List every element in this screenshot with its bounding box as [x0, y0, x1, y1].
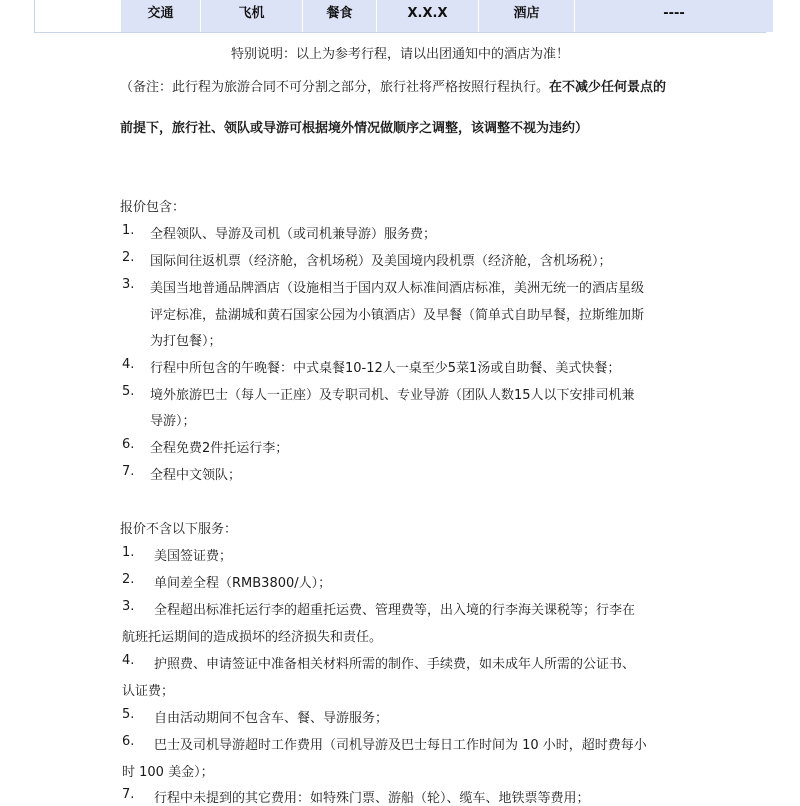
table-cell-meals: 餐食 — [303, 0, 377, 32]
itinerary-table — [34, 0, 766, 33]
excluded-item-text: 时 100 美金）； — [122, 765, 214, 780]
included-item-text: 为打包餐）； — [150, 334, 222, 349]
excluded-item-number: 4. — [122, 653, 135, 668]
remark-text: （备注：此行程为旅游合同不可分割之部分，旅行社将严格按照行程执行。 — [120, 80, 550, 95]
included-item-text: 全程免费2件托运行李； — [150, 441, 289, 456]
table-row — [121, 0, 773, 32]
table-cell-plane: 飞机 — [201, 0, 303, 32]
included-item-number: 6. — [122, 437, 135, 452]
excluded-item-text: 巴士及司机导游超时工作费用（司机导游及巴士每日工作时间为 10 小时，超时费每小 — [154, 738, 647, 753]
excluded-title: 报价不含以下服务： — [120, 522, 238, 537]
included-item-text: 美国当地普通品牌酒店（设施相当于国内双人标准间酒店标准，美洲无统一的酒店星级 — [150, 281, 645, 296]
included-item-number: 1. — [122, 223, 135, 238]
excluded-item-text: 护照费、申请签证中准备相关材料所需的制作、手续费，如未成年人所需的公证书、 — [154, 657, 636, 672]
remark-line-1 — [120, 76, 666, 95]
excluded-item-text: 全程超出标准托运行李的超重托运费、管理费等，出入境的行李海关课税等；行李在 — [154, 603, 636, 618]
remark-line-2: 前提下，旅行社、领队或导游可根据境外情况做顺序之调整，该调整不视为违约） — [120, 121, 589, 136]
included-item-number: 5. — [122, 384, 135, 399]
excluded-item-text: 航班托运期间的造成损坏的经济损失和责任。 — [122, 630, 383, 645]
excluded-item-number: 7. — [122, 787, 135, 802]
included-item-text: 国际间往返机票（经济舱，含机场税）及美国境内段机票（经济舱，含机场税）； — [150, 254, 612, 269]
included-item-number: 4. — [122, 357, 135, 372]
excluded-item-number: 1. — [122, 545, 135, 560]
excluded-item-number: 5. — [122, 707, 135, 722]
included-item-text: 全程中文领队； — [150, 468, 242, 483]
table-cell-hotel: 酒店 — [479, 0, 575, 32]
included-item-text: 导游）； — [150, 414, 196, 429]
excluded-item-number: 6. — [122, 734, 135, 749]
included-item-text: 评定标准，盐湖城和黄石国家公园为小镇酒店）及早餐（简单式自助早餐，拉斯维加斯 — [150, 308, 645, 323]
excluded-item-number: 3. — [122, 599, 135, 614]
excluded-item-number: 2. — [122, 572, 135, 587]
included-item-number: 7. — [122, 464, 135, 479]
excluded-item-text: 单间差全程（RMB3800/人）； — [154, 576, 332, 591]
included-title: 报价包含： — [120, 200, 186, 215]
remark-bold-text: 在不减少任何景点的 — [549, 80, 667, 95]
included-item-text: 行程中所包含的午晚餐：中式桌餐10-12人一桌至少5菜1汤或自助餐、美式快餐； — [150, 361, 621, 376]
table-cell-transport: 交通 — [121, 0, 201, 32]
excluded-item-text: 认证费； — [122, 684, 175, 699]
table-cell-hotel-value: ---- — [663, 6, 685, 21]
table-cell-meal-code: X.X.X — [377, 0, 479, 32]
excluded-item-text: 美国签证费； — [154, 549, 233, 564]
included-item-text: 全程领队、导游及司机（或司机兼导游）服务费； — [150, 227, 437, 242]
included-item-text: 境外旅游巴士（每人一正座）及专职司机、专业导游（团队人数15人以下安排司机兼 — [150, 388, 635, 403]
included-item-number: 3. — [122, 277, 135, 292]
excluded-item-text: 行程中未提到的其它费用：如特殊门票、游船（轮）、缆车、地铁票等费用； — [154, 791, 590, 806]
excluded-item-text: 自由活动期间不包含车、餐、导游服务； — [154, 711, 389, 726]
special-notice: 特别说明：以上为参考行程，请以出团通知中的酒店为准！ — [230, 47, 569, 62]
included-item-number: 2. — [122, 250, 135, 265]
